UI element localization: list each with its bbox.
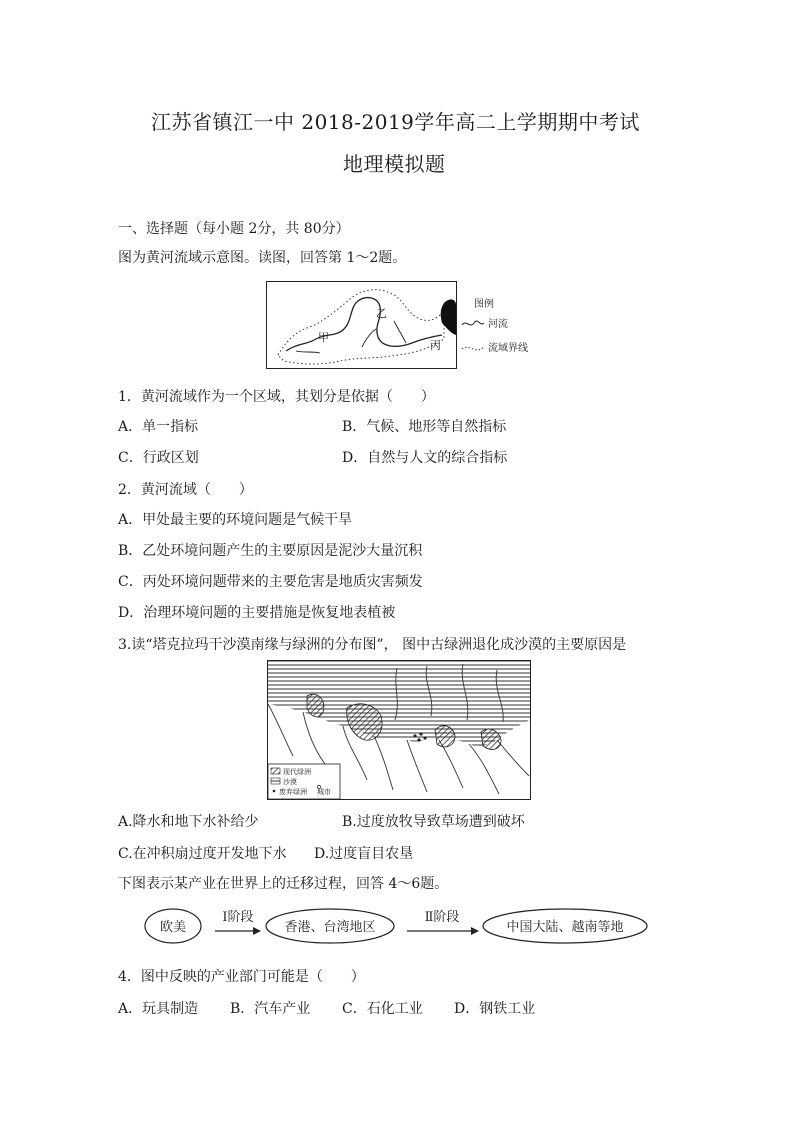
label-yi: 乙: [376, 307, 387, 320]
q3-option-a: A.降水和地下水补给少: [118, 814, 259, 830]
q2-option-a: A．甲处最主要的环境问题是气候干旱: [118, 512, 353, 528]
q1-option-a: A．单一指标: [118, 419, 199, 435]
document-title: 江苏省镇江一中 2018-2019学年高二上学期期中考试: [151, 110, 640, 134]
taklimakan-oasis-map: [267, 660, 531, 800]
q4-option-d: D．钢铁工业: [454, 1001, 536, 1017]
question-intro-4-6: 下图表示某产业在世界上的迁移过程，回答 4～6题。: [118, 876, 449, 892]
legend-boundary: 流域界线: [488, 343, 528, 354]
legend-river: 河流: [488, 319, 508, 330]
q3-option-d: D.过度盲目农垦: [314, 846, 414, 862]
flow-node-2-label: 香港、台湾地区: [284, 920, 376, 935]
q4-stem: 4．图中反映的产业部门可能是（ ）: [118, 969, 365, 985]
legend-desert: 沙漠: [283, 778, 297, 786]
flow-node-1-label: 欧美: [159, 920, 187, 935]
q4-option-c: C．石化工业: [342, 1001, 423, 1017]
q1-option-c: C．行政区划: [118, 450, 199, 466]
q4-option-b: B．汽车产业: [230, 1001, 311, 1017]
yellow-river-basin-map: [266, 281, 540, 369]
q2-option-c: C．丙处环境问题带来的主要危害是地质灾害频发: [118, 574, 423, 590]
q2-option-b: B．乙处环境问题产生的主要原因是泥沙大量沉积: [118, 543, 423, 559]
q3-stem: 3.读“塔克拉玛干沙漠南缘与绿洲的分布图”， 图中古绿洲退化成沙漠的主要原因是: [118, 637, 627, 653]
q1-option-d: D．自然与人文的综合指标: [342, 450, 508, 466]
q2-stem: 2．黄河流域（ ）: [118, 482, 253, 498]
q1-option-b: B．气候、地形等自然指标: [342, 419, 507, 435]
label-bing: 丙: [430, 339, 441, 352]
q3-option-b: B.过度放牧导致草场遭到破坏: [342, 814, 525, 830]
q4-option-a: A．玩具制造: [118, 1001, 199, 1017]
legend-abandoned-oasis: 废弃绿洲: [279, 788, 307, 796]
modern-oasis-3: [435, 726, 455, 747]
q3-option-c: C.在冲积扇过度开发地下水: [118, 846, 287, 862]
flow-node-3-label: 中国大陆、越南等地: [506, 920, 624, 935]
industry-transfer-flow: [143, 903, 653, 949]
document-subtitle: 地理模拟题: [343, 152, 446, 176]
question-intro-1-2: 图为黄河流域示意图。读图，回答第 1～2题。: [118, 250, 407, 266]
label-jia: 甲: [318, 331, 329, 344]
legend-modern-oasis: 现代绿洲: [283, 768, 311, 776]
q1-stem: 1．黄河流域作为一个区域，其划分是依据（ ）: [118, 389, 435, 405]
flow-stage-2: Ⅱ阶段: [424, 910, 460, 925]
section-heading: 一、选择题（每小题 2分，共 80分）: [118, 221, 350, 237]
flow-stage-1: Ⅰ阶段: [222, 910, 254, 925]
legend-city: 城市: [317, 788, 331, 796]
legend-title: 图例: [474, 299, 494, 310]
q2-option-d: D．治理环境问题的主要措施是恢复地表植被: [118, 605, 396, 621]
